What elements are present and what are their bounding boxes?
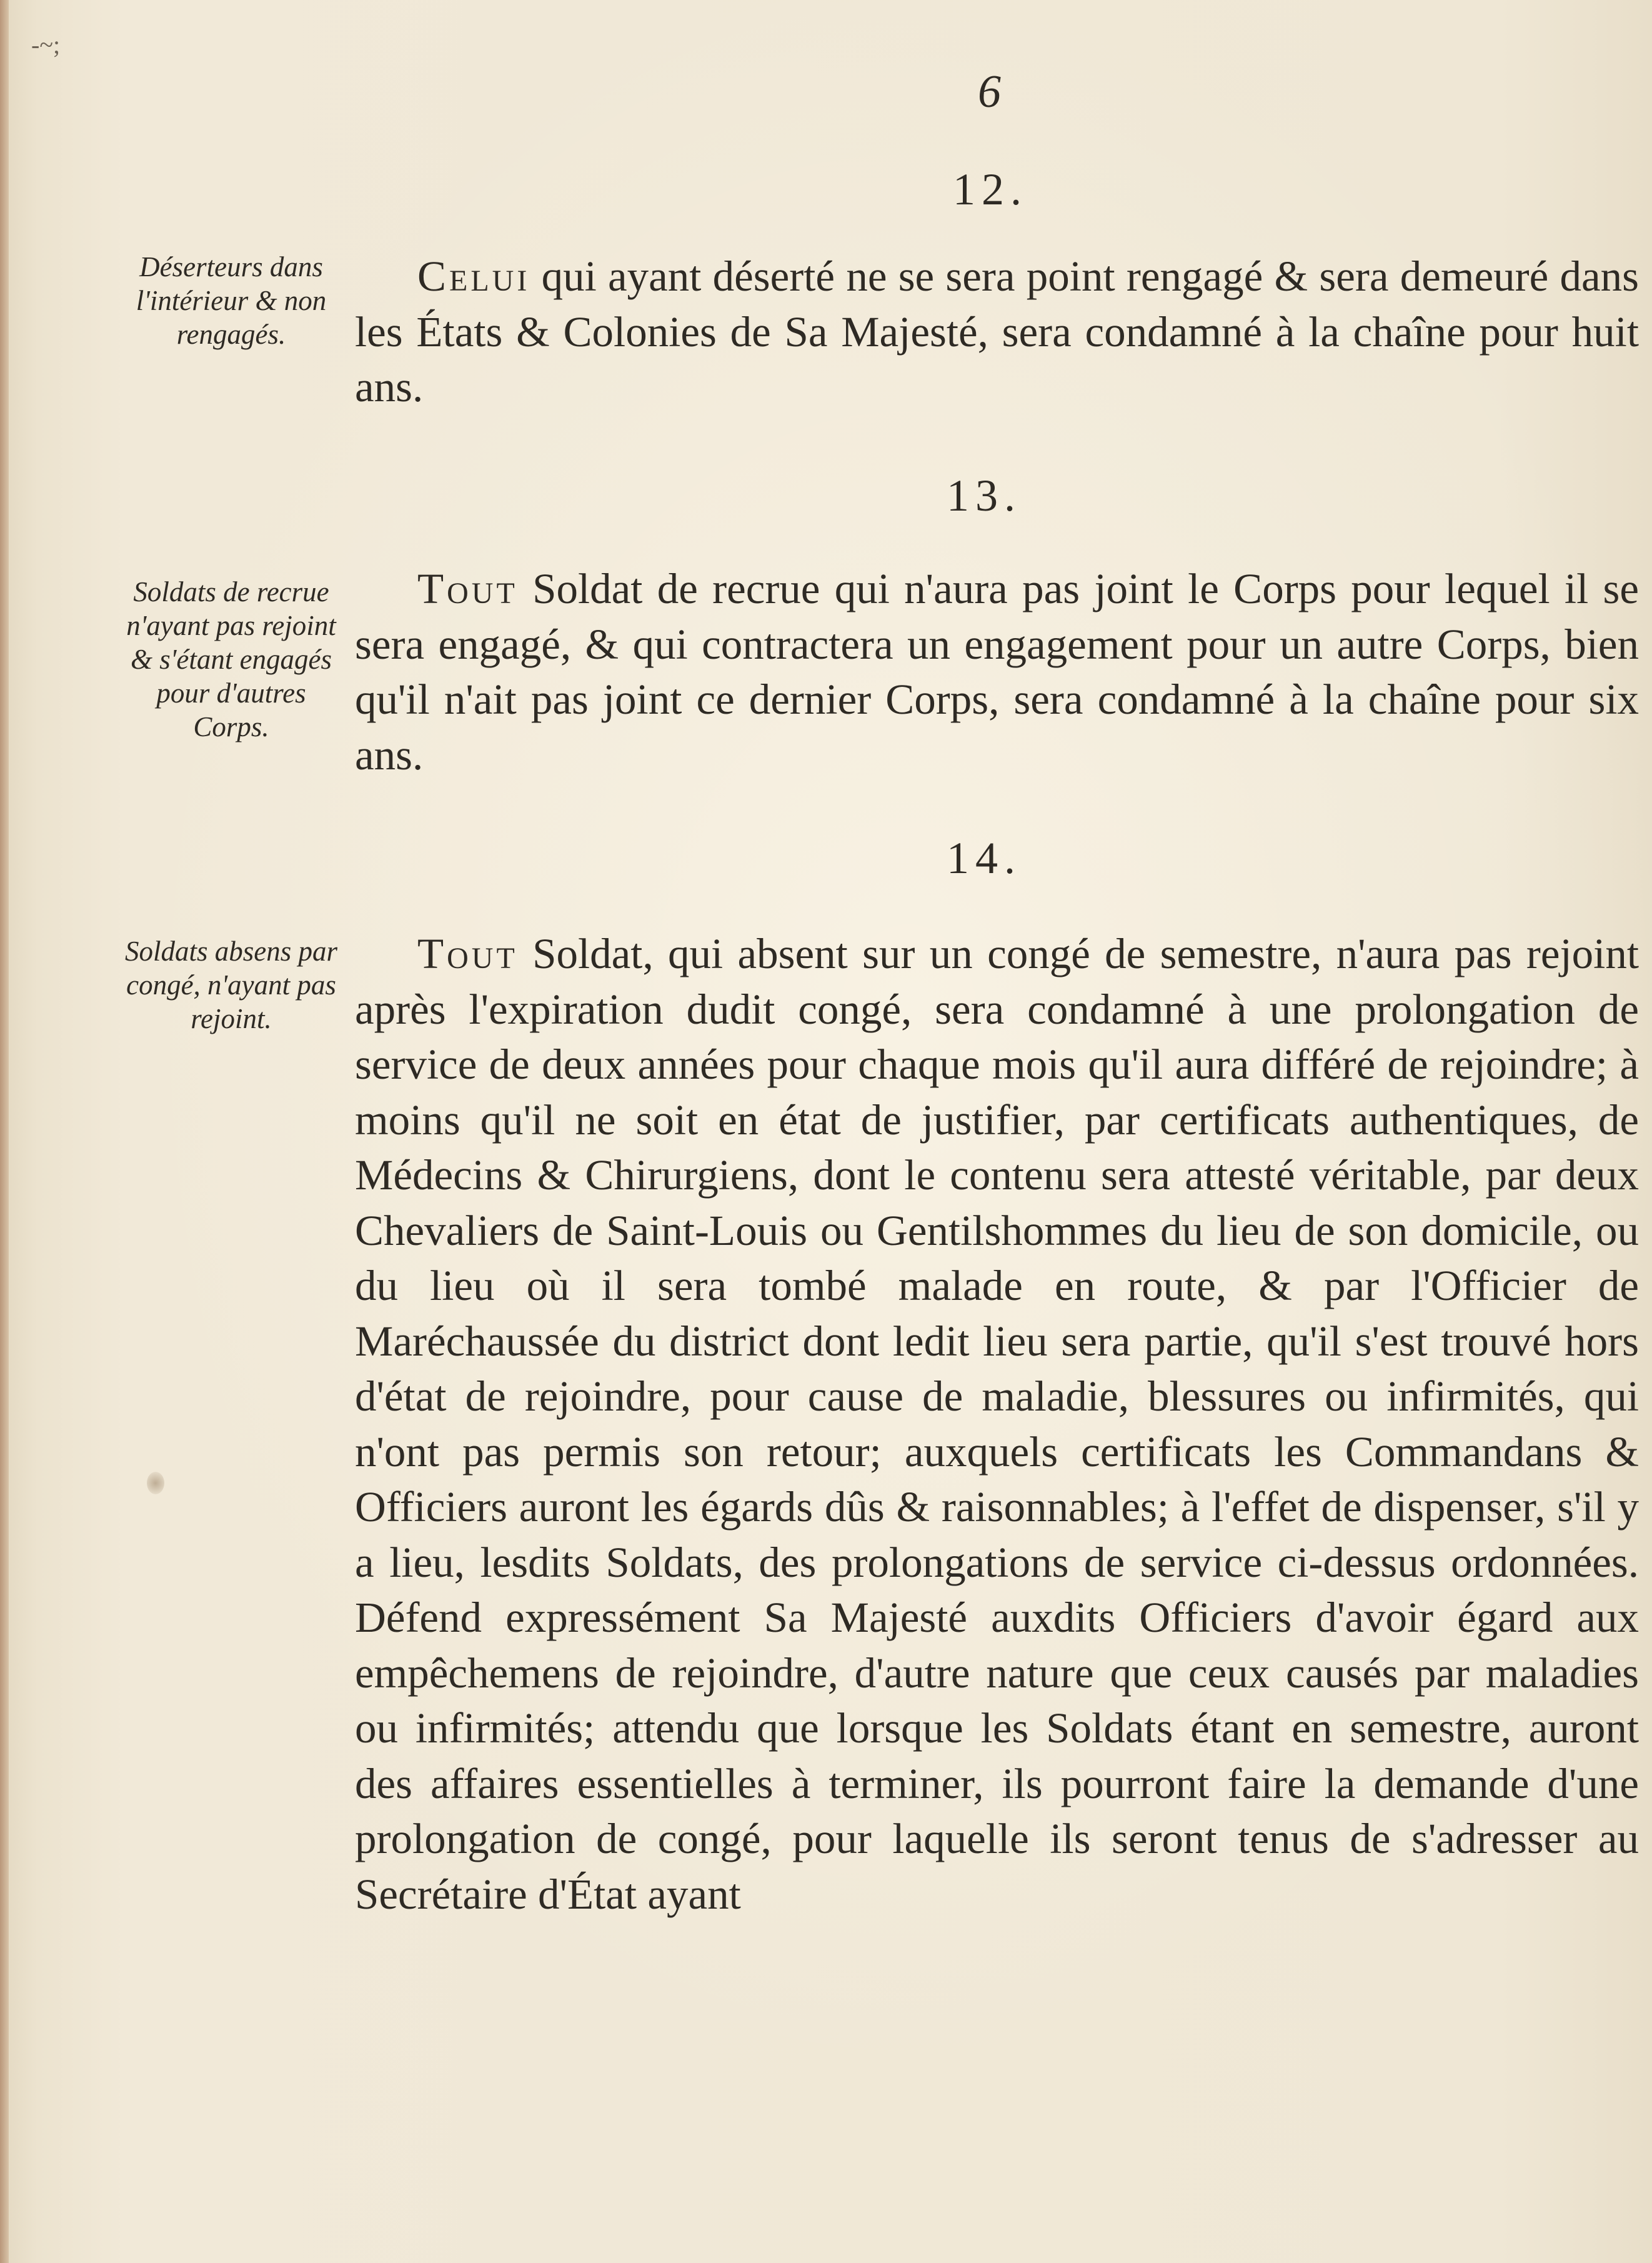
article-lead-word: Tout <box>417 565 518 612</box>
margin-note-14: Soldats absens par congé, n'ayant pas rejoint. <box>124 936 338 1034</box>
margin-note-13: Soldats de recrue n'ayant pas rejoint & s'étant engagés pour d'autres Corps. <box>126 576 336 742</box>
article-number-14: 14. <box>947 833 1022 883</box>
article-lead-word: Tout <box>417 930 518 977</box>
article-text: Soldat de recrue qui n'aura pas joint le Corps pour lequel il se sera engagé, & qui contractera un engagement pour un autre Corps, bien qu'il n'ait pas joint ce dernier Corps, sera condamné à la chaîne pour six ans. <box>355 565 1640 779</box>
article-lead-word: Celui <box>417 252 530 300</box>
page-edge <box>0 0 9 2263</box>
article-text: Soldat, qui absent sur un congé de semestre, n'aura pas rejoint après l'expiration dudit congé, sera condamné à une prolongation de service de deux années pour chaque mois qu'il aura différé de rejoindre; à moins qu'il ne soit en état de justifier, par certificats authentiques, de Médecins & Chirurgiens, dont le contenu sera attesté véritable, par deux Chevaliers de Saint-Louis ou Gentilshommes du lieu de son domicile, ou du lieu où il sera tombé malade en route, & par l'Officier de Maréchaussée du district dont ledit lieu sera partie, qu'il s'est trouvé hors d'état de rejoindre, pour cause de maladie, blessures ou infirmités, qui n'ont pas permis son retour; auxquels certificats les Commandans & Officiers auront les égards dûs & raisonnables; à l'effet de dispenser, s'il y a lieu, lesdits Soldats, des prolongations de service ci-dessus ordonnées. Défend expressément Sa Majesté auxdits Officiers d'avoir égard aux empêchemens de rejoindre, d'autre nature que ceux causés par maladies ou infirmités; attendu que lorsque les Soldats étant en semestre, auront des affaires essentielles à terminer, ils pourront faire la demande d'une prolongation de congé, pour laquelle ils seront tenus de s'adresser au Secrétaire d'État ayant <box>355 930 1639 1918</box>
article-body-12 <box>355 249 1639 415</box>
margin-note-12: Déserteurs dans l'intérieur & non rengagés. <box>136 251 327 350</box>
corner-mark: -~; <box>31 31 61 59</box>
article-body-14 <box>355 926 1639 1922</box>
article-number-12: 12. <box>953 164 1028 214</box>
article-body-13 <box>355 561 1639 782</box>
page-number: 6 <box>978 66 1002 117</box>
article-text: qui ayant déserté ne se sera point rengagé & sera demeuré dans les États & Colonies de Sa Majesté, sera condamné à la chaîne pour huit ans. <box>355 252 1639 411</box>
paper-stain <box>147 1472 164 1494</box>
article-number-13: 13. <box>947 471 1022 521</box>
